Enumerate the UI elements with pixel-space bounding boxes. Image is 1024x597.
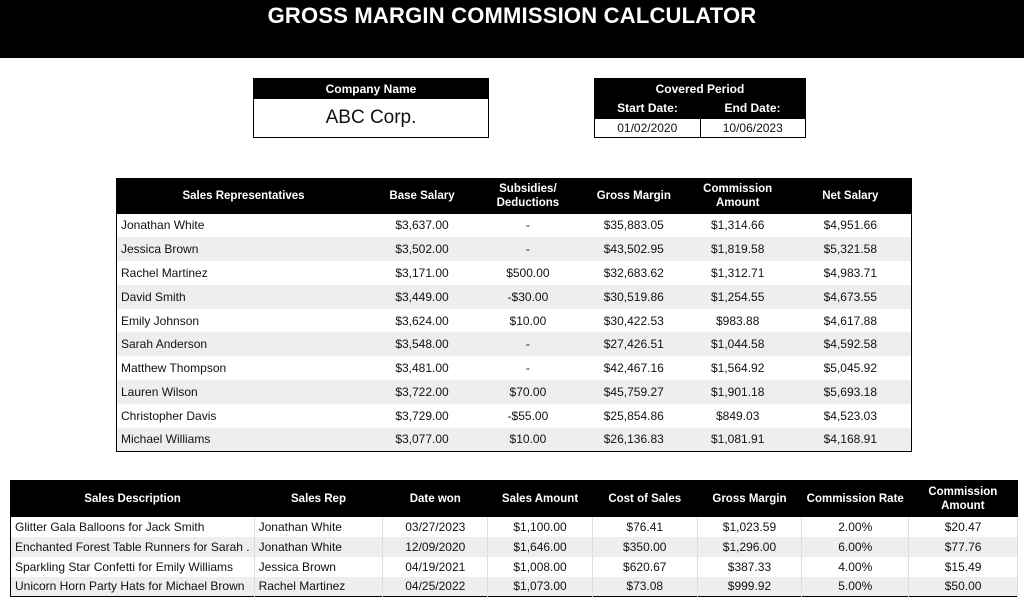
table-cell[interactable]: $3,722.00	[370, 380, 474, 404]
table-row	[117, 237, 912, 261]
table-cell[interactable]: Enchanted Forest Table Runners for Sarah .	[11, 537, 255, 557]
table-cell[interactable]: $3,502.00	[370, 237, 474, 261]
table-cell[interactable]: $500.00	[506, 265, 550, 280]
table-cell[interactable]: $350.00	[592, 537, 697, 557]
start-date-label: Start Date:	[617, 101, 678, 115]
table-row	[117, 428, 912, 452]
column-header: Base Salary	[370, 179, 474, 214]
end-date-label: End Date:	[724, 101, 781, 115]
company-name-value[interactable]: ABC Corp.	[325, 107, 417, 128]
page-title: GROSS MARGIN COMMISSION CALCULATOR	[267, 3, 757, 28]
period-dates	[595, 119, 805, 137]
table-cell[interactable]: -	[474, 237, 582, 261]
column-header: Subsidies/ Deductions	[474, 179, 582, 214]
table-cell[interactable]: -	[474, 332, 582, 356]
table-cell[interactable]: $1,646.00	[488, 537, 593, 557]
table-cell[interactable]: $43,502.95	[582, 237, 686, 261]
table-cell[interactable]: -$30.00	[474, 285, 582, 309]
table-cell[interactable]: 04/19/2021	[383, 557, 488, 577]
table-cell[interactable]: $1,564.92	[710, 361, 765, 376]
title-bar	[0, 0, 1024, 58]
table-cell[interactable]: Rachel Martinez	[121, 265, 208, 280]
table-cell[interactable]: Jessica Brown	[254, 557, 383, 577]
table-cell[interactable]: Emily Johnson	[121, 313, 200, 328]
table-cell[interactable]: 12/09/2020	[383, 537, 488, 557]
table-cell[interactable]: $32,683.62	[603, 265, 664, 280]
table-cell[interactable]: $26,136.83	[582, 428, 686, 452]
table-cell[interactable]: Jonathan White	[254, 537, 383, 557]
table-cell[interactable]: $1,081.91	[686, 428, 790, 452]
table-cell[interactable]: $10.00	[474, 428, 582, 452]
table-row	[117, 380, 912, 404]
covered-period-label: Covered Period	[595, 79, 805, 99]
column-header: Sales Amount	[488, 481, 593, 517]
table-cell[interactable]: Unicorn Horn Party Hats for Michael Brown	[11, 577, 255, 597]
table-cell[interactable]: $4,951.66	[823, 218, 878, 233]
table-cell[interactable]: $5,693.18	[790, 380, 912, 404]
table-cell[interactable]: -	[525, 361, 530, 376]
table-row	[117, 261, 912, 285]
table-cell[interactable]: $3,077.00	[370, 428, 474, 452]
table-cell[interactable]: $4,523.03	[823, 408, 878, 423]
table-cell[interactable]: $30,422.53	[603, 313, 664, 328]
table-row	[11, 577, 1018, 597]
column-header: Net Salary	[790, 179, 912, 214]
table-cell[interactable]: $4,168.91	[790, 428, 912, 452]
table-cell[interactable]: Matthew Thompson	[121, 361, 227, 376]
table-cell[interactable]: Sparkling Star Confetti for Emily Williams	[11, 557, 255, 577]
table-cell[interactable]: $1,073.00	[488, 577, 593, 597]
table-cell[interactable]: $1,100.00	[488, 517, 593, 537]
table-cell[interactable]: Jessica Brown	[117, 237, 371, 261]
column-header: Gross Margin	[697, 481, 802, 517]
table-cell[interactable]: 03/27/2023	[383, 517, 488, 537]
table-cell[interactable]: $76.41	[592, 517, 697, 537]
table-row	[11, 557, 1018, 577]
table-cell[interactable]: $620.67	[592, 557, 697, 577]
sales-deals-table	[10, 480, 1018, 597]
table-cell[interactable]: $3,449.00	[370, 285, 474, 309]
table-cell[interactable]: $10.00	[509, 313, 547, 328]
table-cell[interactable]: $70.00	[474, 380, 582, 404]
table-cell[interactable]: $5,045.92	[823, 361, 878, 376]
column-header: Sales Rep	[254, 481, 383, 517]
table-row	[117, 356, 912, 380]
table-cell[interactable]: $30,519.86	[582, 285, 686, 309]
table-cell[interactable]: $20.47	[909, 517, 1018, 537]
table-cell[interactable]: $45,759.27	[582, 380, 686, 404]
column-header: Gross Margin	[582, 179, 686, 214]
table-cell[interactable]: $1,296.00	[697, 537, 802, 557]
table-cell[interactable]: $1,044.58	[686, 332, 790, 356]
table-cell[interactable]: $1,314.66	[710, 218, 765, 233]
table-cell[interactable]: $1,901.18	[686, 380, 790, 404]
table-cell[interactable]: $1,254.55	[686, 285, 790, 309]
table-cell[interactable]: $1,312.71	[710, 265, 765, 280]
table-cell[interactable]: $983.88	[715, 313, 760, 328]
table-cell[interactable]: $3,637.00	[395, 218, 449, 233]
column-header: Commission Amount	[909, 481, 1018, 517]
table-cell[interactable]: $35,883.05	[603, 218, 664, 233]
table-row	[11, 517, 1018, 537]
table-cell[interactable]: $42,467.16	[603, 361, 664, 376]
table-cell[interactable]: Jonathan White	[121, 218, 205, 233]
column-header: Commission Rate	[802, 481, 909, 517]
table-cell[interactable]: $3,548.00	[370, 332, 474, 356]
column-header: Date won	[383, 481, 488, 517]
table-cell[interactable]: $5,321.58	[790, 237, 912, 261]
table-row	[117, 214, 912, 238]
table-cell[interactable]: 04/25/2022	[383, 577, 488, 597]
company-name-label: Company Name	[254, 79, 488, 99]
end-date-value[interactable]: 10/06/2023	[700, 119, 806, 137]
table-cell[interactable]: Sarah Anderson	[117, 332, 371, 356]
table-cell[interactable]: $3,171.00	[395, 265, 449, 280]
column-header: Cost of Sales	[592, 481, 697, 517]
table-cell[interactable]: Rachel Martinez	[254, 577, 383, 597]
column-header: Sales Representatives	[117, 179, 371, 214]
table-row	[117, 309, 912, 333]
table-row	[117, 332, 912, 356]
table-cell[interactable]: 2.00%	[802, 517, 909, 537]
table-cell[interactable]: $25,854.86	[603, 408, 664, 423]
table-cell[interactable]: $1,008.00	[488, 557, 593, 577]
table-row	[117, 285, 912, 309]
table-cell[interactable]: Michael Williams	[117, 428, 371, 452]
period-subheader	[595, 99, 805, 119]
table-cell[interactable]: Christopher Davis	[121, 408, 217, 423]
table-cell[interactable]: Jonathan White	[254, 517, 383, 537]
table-cell[interactable]: $73.08	[592, 577, 697, 597]
table-cell[interactable]: $849.03	[715, 408, 760, 423]
table-cell[interactable]: $4,673.55	[790, 285, 912, 309]
column-header: Sales Description	[11, 481, 255, 517]
table-cell[interactable]: Lauren Wilson	[117, 380, 371, 404]
table-header-row	[11, 481, 1018, 517]
table-cell[interactable]: $15.49	[909, 557, 1018, 577]
company-name-box	[253, 78, 489, 138]
table-cell[interactable]: 6.00%	[802, 537, 909, 557]
table-cell[interactable]: $4,592.58	[790, 332, 912, 356]
start-date-value[interactable]: 01/02/2020	[617, 121, 678, 135]
table-cell[interactable]: $999.92	[697, 577, 802, 597]
table-header-row	[117, 179, 912, 214]
table-cell[interactable]: $4,983.71	[823, 265, 878, 280]
table-row	[11, 537, 1018, 557]
covered-period-box	[594, 78, 806, 138]
table-cell[interactable]: -	[525, 218, 530, 233]
table-cell[interactable]: David Smith	[117, 285, 371, 309]
table-cell[interactable]: $27,426.51	[582, 332, 686, 356]
table-cell[interactable]: 5.00%	[802, 577, 909, 597]
sales-representatives-table	[116, 178, 912, 452]
table-cell[interactable]: $1,819.58	[686, 237, 790, 261]
table-cell[interactable]: $3,729.00	[395, 408, 449, 423]
table-cell[interactable]: $387.33	[697, 557, 802, 577]
table-cell[interactable]: $1,023.59	[697, 517, 802, 537]
table-cell[interactable]: $3,481.00	[395, 361, 449, 376]
table-cell[interactable]: $3,624.00	[395, 313, 449, 328]
table-cell[interactable]: 4.00%	[802, 557, 909, 577]
table-cell[interactable]: $4,617.88	[823, 313, 878, 328]
table-cell[interactable]: Glitter Gala Balloons for Jack Smith	[11, 517, 255, 537]
table-row	[117, 404, 912, 428]
table-cell[interactable]: $77.76	[909, 537, 1018, 557]
column-header: Commission Amount	[686, 179, 790, 214]
table-cell[interactable]: -$55.00	[507, 408, 549, 423]
table-cell[interactable]: $50.00	[909, 577, 1018, 597]
